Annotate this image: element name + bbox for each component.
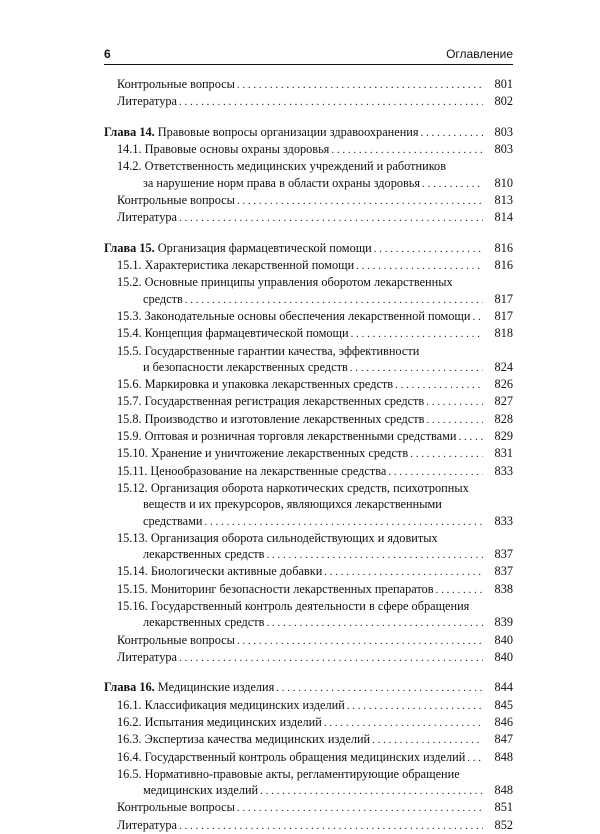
toc-entry	[104, 393, 513, 410]
toc-entry	[104, 141, 513, 158]
toc-entry-line: 16.5. Нормативно-правовые акты, регламентирующие обращение	[117, 766, 460, 781]
toc-entry-last-line	[117, 209, 513, 226]
dot-leader	[324, 564, 483, 580]
toc-page-number: 833	[494, 463, 513, 478]
toc-entry	[104, 563, 513, 580]
toc-entry-text: за нарушение норм права в области охраны здоровья	[143, 175, 421, 190]
dot-leader	[237, 193, 483, 209]
toc-entry-last-line	[117, 291, 513, 308]
dot-leader	[426, 394, 483, 410]
dot-leader	[421, 125, 483, 141]
toc-page-number: 827	[494, 394, 513, 409]
chapter-heading-line	[104, 679, 513, 696]
toc-entry	[104, 714, 513, 731]
chapter-label: Глава 14.	[104, 124, 155, 139]
dot-leader	[436, 582, 483, 598]
toc-entry	[104, 274, 513, 308]
toc-entry-text: 16.3. Экспертиза качества медицинских изделий	[117, 732, 371, 747]
dot-leader	[266, 547, 483, 563]
dot-leader	[410, 446, 483, 462]
toc-entry-last-line	[117, 817, 513, 834]
toc-entry-last-line	[117, 93, 513, 110]
toc-entry-last-line	[117, 393, 513, 410]
dot-leader	[472, 309, 483, 325]
toc-page-number: 816	[494, 240, 513, 255]
toc-page-number: 848	[494, 749, 513, 764]
toc-entry-last-line	[117, 614, 513, 631]
toc-entry	[104, 731, 513, 748]
toc-entry-text: Литература	[117, 649, 178, 664]
toc-entry-text: 15.11. Ценообразование на лекарственные средства	[117, 463, 387, 478]
toc-entry-text: 15.8. Производство и изготовление лекарственных средств	[117, 411, 425, 426]
toc-entry-last-line	[117, 192, 513, 209]
dot-leader	[331, 142, 483, 158]
toc-entry	[104, 463, 513, 480]
toc-entry-line: 14.2. Ответственность медицинских учреждений и работников	[117, 159, 446, 174]
toc-entry	[104, 766, 513, 800]
toc-entry-last-line	[117, 632, 513, 649]
toc-page-number: 816	[494, 258, 513, 273]
toc-entry-text: и безопасности лекарственных средств	[143, 359, 348, 374]
dot-leader	[426, 412, 483, 428]
toc-entry-last-line	[117, 308, 513, 325]
toc-page-number: 824	[494, 359, 513, 374]
toc-entry	[104, 325, 513, 342]
toc-entry-text: 15.4. Концепция фармацевтической помощи	[117, 326, 349, 341]
toc-entry	[104, 697, 513, 714]
chapter-label: Глава 16.	[104, 680, 155, 695]
chapter-heading-line	[104, 240, 513, 257]
toc-entry-text: 15.9. Оптовая и розничная торговля лекарственными средствами	[117, 429, 457, 444]
dot-leader	[374, 241, 483, 257]
toc-entry-text: 15.6. Маркировка и упаковка лекарственных средств	[117, 377, 394, 392]
toc-page-number: 840	[494, 632, 513, 647]
toc-entry-text: Контрольные вопросы	[117, 192, 235, 207]
toc-entry	[104, 257, 513, 274]
toc-entry	[104, 530, 513, 564]
toc-entry-last-line	[117, 141, 513, 158]
chapter-heading	[104, 124, 513, 141]
toc-page-number: 813	[494, 192, 513, 207]
dot-leader	[260, 783, 483, 799]
dot-leader	[351, 326, 483, 342]
toc-entry-line: 15.5. Государственные гарантии качества, эффективности	[117, 343, 420, 358]
dot-leader	[372, 732, 483, 748]
toc-group-continuation	[104, 76, 513, 111]
toc-chapter-16	[104, 679, 513, 834]
toc-page-number: 818	[494, 326, 513, 341]
toc-page-number: 810	[494, 175, 513, 190]
dot-leader	[179, 210, 483, 226]
toc-entry-text: 15.10. Хранение и уничтожение лекарственных средств	[117, 446, 409, 461]
toc-entry-text: медицинских изделий	[143, 783, 259, 798]
toc-entry-text: 15.1. Характеристика лекарственной помощи	[117, 258, 355, 273]
toc-entry-last-line	[117, 513, 513, 530]
dot-leader	[356, 258, 483, 274]
toc-page-number: 837	[494, 547, 513, 562]
dot-leader	[422, 176, 483, 192]
toc-entry	[104, 76, 513, 93]
toc-entry-text: Литература	[117, 210, 178, 225]
toc-entry-text: Литература	[117, 94, 178, 109]
toc-entry	[104, 428, 513, 445]
toc-page-number: 848	[494, 783, 513, 798]
page-header	[104, 47, 513, 65]
toc-page-number: 831	[494, 446, 513, 461]
toc-entry-line: 15.2. Основные принципы управления оборотом лекарственных	[117, 275, 453, 290]
toc-entry-text: Контрольные вопросы	[117, 77, 235, 91]
toc-entry	[104, 93, 513, 110]
toc-page-number: 828	[494, 411, 513, 426]
toc-entry-text: лекарственных средств	[143, 547, 265, 562]
running-title: Оглавление	[446, 47, 513, 61]
toc-page-number: 846	[494, 714, 513, 729]
toc-page-number: 844	[494, 680, 513, 695]
toc-entry	[104, 343, 513, 377]
toc-chapter-15	[104, 240, 513, 666]
toc-entry-last-line	[117, 376, 513, 393]
toc-page-number: 817	[494, 308, 513, 323]
toc-entry-last-line	[117, 697, 513, 714]
toc-entry-last-line	[117, 581, 513, 598]
toc-entry-last-line	[117, 731, 513, 748]
dot-leader	[204, 514, 483, 530]
dot-leader	[237, 800, 483, 816]
dot-leader	[237, 633, 483, 649]
chapter-title: Организация фармацевтической помощи	[157, 240, 372, 255]
toc-entry	[104, 308, 513, 325]
chapter-title: Правовые вопросы организации здравоохранения	[157, 124, 419, 139]
toc-entry-last-line	[117, 799, 513, 816]
toc-entry	[104, 649, 513, 666]
dot-leader	[347, 698, 483, 714]
toc-page-number: 802	[494, 94, 513, 109]
toc-entry	[104, 817, 513, 834]
toc-page-number: 833	[494, 513, 513, 528]
toc-entry-last-line	[117, 76, 513, 93]
toc-page-number: 814	[494, 210, 513, 225]
chapter-heading-text	[104, 240, 374, 256]
toc-entry	[104, 632, 513, 649]
toc-page-number: 838	[494, 581, 513, 596]
toc-page-number: 829	[494, 429, 513, 444]
toc-entry-last-line	[117, 749, 513, 766]
toc-entry-text: Контрольные вопросы	[117, 632, 235, 647]
toc-entry	[104, 158, 513, 192]
toc-entry-last-line	[117, 175, 513, 192]
toc-entry	[104, 581, 513, 598]
toc-page-number: 851	[494, 800, 513, 815]
toc-entry	[104, 480, 513, 530]
chapter-heading-text	[104, 679, 276, 695]
chapter-label: Глава 15.	[104, 240, 155, 255]
toc-entry-text: лекарственных средств	[143, 615, 265, 630]
toc-entry-line: 15.12. Организация оборота наркотических средств, психотропных	[117, 480, 469, 495]
table-of-contents	[104, 76, 513, 834]
dot-leader	[324, 715, 483, 731]
toc-entry-text: средствами	[143, 513, 203, 528]
toc-entry-last-line	[117, 445, 513, 462]
toc-entry	[104, 376, 513, 393]
dot-leader	[388, 464, 483, 480]
toc-entry	[104, 445, 513, 462]
page-number: 6	[104, 47, 111, 61]
toc-entry-text: 15.7. Государственная регистрация лекарственных средств	[117, 394, 425, 409]
toc-entry-last-line	[117, 649, 513, 666]
toc-entry-text: 16.2. Испытания медицинских изделий	[117, 714, 322, 729]
dot-leader	[185, 292, 483, 308]
toc-entry	[104, 799, 513, 816]
dot-leader	[276, 680, 483, 696]
dot-leader	[458, 429, 483, 445]
toc-entry	[104, 411, 513, 428]
toc-entry-last-line	[117, 546, 513, 563]
toc-entry-text: Литература	[117, 817, 178, 832]
toc-page-number: 801	[494, 77, 513, 91]
toc-page-number: 845	[494, 697, 513, 712]
dot-leader	[179, 650, 483, 666]
toc-entry-text: 15.3. Законодательные основы обеспечения лекарственной помощи	[117, 308, 471, 323]
toc-entry-text: средств	[143, 291, 183, 306]
toc-entry-line: 15.13. Организация оборота сильнодействующих и ядовитых	[117, 530, 438, 545]
toc-page-number: 817	[494, 291, 513, 306]
toc-entry-last-line	[117, 428, 513, 445]
toc-chapter-14	[104, 124, 513, 227]
toc-entry-last-line	[117, 782, 513, 799]
toc-entry-text: 15.15. Мониторинг безопасности лекарственных препаратов	[117, 581, 434, 596]
toc-entry-last-line	[117, 359, 513, 376]
toc-entry-last-line	[117, 714, 513, 731]
toc-entry-last-line	[117, 463, 513, 480]
toc-entry-line: 15.16. Государственный контроль деятельности в сфере обращения	[117, 598, 470, 613]
toc-entry-line: веществ и их прекурсоров, являющихся лекарственными	[143, 497, 442, 512]
toc-page-number: 803	[494, 124, 513, 139]
toc-page-number: 837	[494, 564, 513, 579]
toc-entry-text: 16.4. Государственный контроль обращения медицинских изделий	[117, 749, 466, 764]
dot-leader	[179, 818, 483, 834]
chapter-title: Медицинские изделия	[157, 680, 275, 695]
toc-page-number: 840	[494, 649, 513, 664]
toc-entry-last-line	[117, 563, 513, 580]
chapter-heading-line	[104, 124, 513, 141]
toc-entry-last-line	[117, 257, 513, 274]
toc-page-number: 803	[494, 142, 513, 157]
chapter-heading	[104, 240, 513, 257]
toc-entry-text: 15.14. Биологически активные добавки	[117, 564, 323, 579]
toc-entry-text: 16.1. Классификация медицинских изделий	[117, 697, 345, 712]
toc-entry	[104, 192, 513, 209]
toc-entry	[104, 749, 513, 766]
chapter-heading-text	[104, 124, 421, 140]
toc-entry-text: 14.1. Правовые основы охраны здоровья	[117, 142, 330, 157]
dot-leader	[395, 377, 483, 393]
dot-leader	[350, 360, 483, 376]
chapter-heading	[104, 679, 513, 696]
dot-leader	[179, 94, 483, 110]
dot-leader	[467, 750, 483, 766]
toc-page-number: 847	[494, 732, 513, 747]
toc-entry	[104, 209, 513, 226]
toc-entry-text: Контрольные вопросы	[117, 800, 235, 815]
toc-entry	[104, 598, 513, 632]
toc-entry-last-line	[117, 411, 513, 428]
toc-page-number: 826	[494, 377, 513, 392]
dot-leader	[237, 77, 483, 93]
toc-entry-last-line	[117, 325, 513, 342]
toc-page-number: 839	[494, 615, 513, 630]
dot-leader	[266, 615, 483, 631]
toc-page-number: 852	[494, 817, 513, 832]
